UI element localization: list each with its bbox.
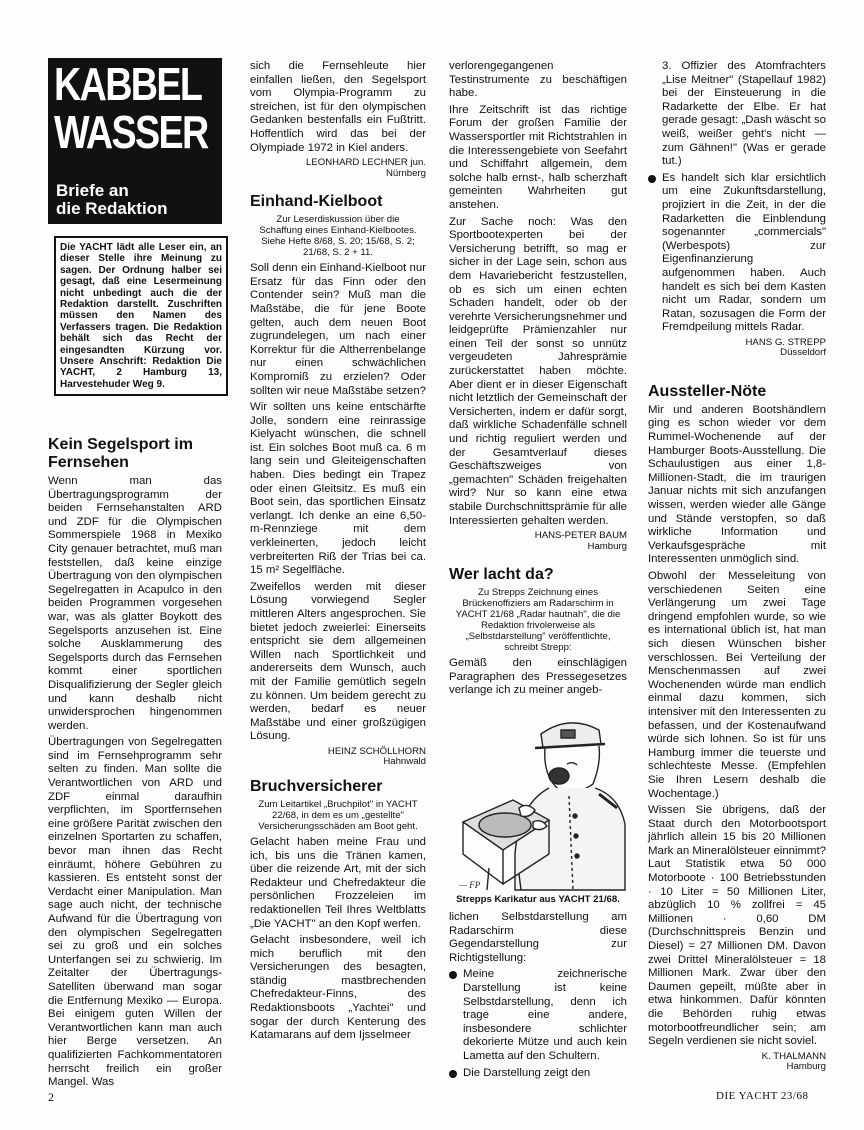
signature-place: Hamburg [587,540,627,552]
signature [250,158,426,179]
article-paragraph: Übertragungen von Segelregatten sind im Fernsehprogramm sehr selten zu finden. Man sollte die Verantwortlichen von ARD und ZDF einmal daraufhin verpflichten, im Sportfernsehen eine größere Parität zwischen den einzelnen Sportarten zu schaffen, bevor man ihnen das Recht einräumt, höhere Gebühren zu kassieren. Es entsteht sonst der Verdacht einer Manipulation. Man sage auch nicht, der technische Aufwand für die Übertragung von den olympischen Segelregatten sei zu groß und ein solches Unterfangen sei zu schwierig. Im Zeitalter der Übertragungs-Satelliten überwand man sogar die Entfernung Mexiko — Europa. Bei einigem guten Willen der Verantwortlichen kann man auch hier Berge versetzen. An qualifizierten Fachkommentatoren herrscht freilich ein großer Mangel. Was [48,736,222,1089]
article-paragraph: Gemäß den einschlägigen Paragraphen des Pressegesetzes verlange ich zu meiner angeb- [449,657,627,697]
article-paragraph: verlorengegangenen Testinstrumente zu beschäftigen habe. [449,60,627,100]
cartoon-signature: — FP [459,879,481,890]
signature [449,531,627,552]
signature [250,747,426,768]
article-lead: Zur Leserdiskussion über die Schaffung eines Einhand-Kielbootes. Siehe Hefte 8/68, S. 20; 15/68, S. 2; 21/68, S. 2 + 11. [259,214,417,259]
column-2 [250,60,426,1046]
article-lead: Zum Leitartikel „Bruchpilot" in YACHT 22/68, in dem es um „gestellte" Versicherungsschäden am Boot geht. [258,798,418,832]
masthead-subtitle-line1: Briefe an [56,181,129,200]
article-paragraph: Ihre Zeitschrift ist das richtige Forum der großen Familie der Wassersportler mit Richtstrahlen in die Interessengebiete von Seefahrt und Schiffahrt allgemein, dem solche halb ernst-, halb scherzhaft gemeinten Wahrheiten gut anstehen. [449,103,627,211]
bullet-item [449,968,627,1063]
article-heading: Wer lacht da? [449,566,554,584]
bullet-icon [449,1070,457,1078]
column-1 [48,430,222,1093]
bullet-text: Es handelt sich klar ersichtlich um eine Zukunftsdarstellung, projiziert in die Zeit, in der die Radarketten die Einblendung sogenannter „commercials" (Werbespots) zur Eigenfinanzierung aufgenommen haben. Auch handelt es sich bei dem Kasten nicht um Radar, sondern um Ratan, sozusagen die Form der Fremdpeilung mittels Radar. [662,171,826,334]
bullet-icon [449,971,457,979]
article-paragraph: Gelacht haben meine Frau und ich, bis uns die Tränen kamen, über die reizende Art, mit der sich Redakteur und Chefredakteur die persönlichen Frozzeleien im redaktionellen Teil Ihres Weltblatts „Die YACHT" an den Kopf werfen. [250,835,426,930]
column-3 [449,60,627,1083]
signature-name: HEINZ SCHÖLLHORN [327,745,426,757]
masthead-title-line1: KABBEL [54,58,202,110]
article-paragraph: Wenn man das Übertragungsprogramm der beiden Fernsehanstalten ARD und ZDF für die Olympischen Sommerspiele 1968 in Mexiko City genauer betrachtet, muß man feststellen, daß keine einzige Übertragung von den olympischen Segelregatten in Acapulco in den beiden Programmen vorgesehen war, was als glatter Boykott des Segelsports anzusehen ist. Eine solche Ausklammerung des Segelsports durch das Fernsehen kommt einer sportlichen Disqualifizierung der Segler gleich und kann deshalb nicht unwidersprochen hingenommen werden. [48,475,222,732]
masthead [48,58,222,224]
bullet-text: Meine zeichnerische Darstellung ist keine Selbstdarstellung, denn ich trage eine andere, insbesondere schlichter dekorierte Mütze und auch kein Lametta auf den Schultern. [463,968,627,1062]
article-paragraph: Obwohl der Messeleitung von verschiedenen Seiten eine Verlängerung um zwei Tage dringend empfohlen wurde, so wie es international üblich ist, hat man sich diesen Wünschen bisher verschlossen. Bei Verteilung der Menschenmassen auf zwei Wochenenden würde man endlich einmal dazu kommen, sich intensiver mit den Interessenten zu befassen, und der Kostenaufwand würde sich lohnen. So ist für uns Hamburg immer die teuerste und schlechteste Messe. (Empfehlen Sie Ihren Lesern deshalb die Wochentage.) [648,570,826,800]
signature-name: K. THALMANN [761,1050,826,1062]
article-heading: Aussteller-Nöte [648,382,767,400]
signature-name: HANS G. STREPP [745,336,826,348]
article-paragraph: Zur Sache noch: Was den Sportbootexperten bei der Versicherung betrifft, so mag er sicher in der Lage sein, schon aus dem Havariebericht festzustellen, ob es sich um einen echten Schaden handelt, oder ob der verehrte Versicherungsnehmer und leidgeprüfte Prämienzahler nur einen Teil der sonst so unnütz vergeudeten Jahresprämie zurückerstattet haben möchte. Aber dient er in dieser Eigenschaft nicht letztlich der Gemeinschaft der Versicherten, indem er dafür sorgt, daß wirkliche Schadenfälle schnell und richtig reguliert werden und der Gesamtverlauf dieses Geschäftszweiges von „gemachten" Schäden freigehalten wird? Nur so kann eine etwa stabile Durchschnittsprämie für alle Interessierten gehalten werden. [449,215,627,527]
signature-place: Hamburg [786,1061,826,1073]
bullet-item [449,1067,627,1081]
article-paragraph: Gelacht insbesondere, weil ich mich beruflich mit den Versicherungen des besagten, ständig mastbrechenden Chefredakteur-Finns, des Redaktionsboots „Yachtei" und sogar der durch Kenterung des Katamarans auf dem Ijsselmeer [250,934,426,1042]
signature [648,1052,826,1073]
bullet-item [648,172,826,335]
masthead-subtitle-line2: die Redaktion [56,199,168,218]
article-heading: Bruchversicherer [250,777,383,795]
article-paragraph: Zweifellos werden mit dieser Lösung vorwiegend Segler mittleren Alters angesprochen. Sie bietet jedoch zweierlei: Einerseits entspricht sie dem allgemeinen Willen nach Sportlichkeit und andererseits dem Wunsch, auch mit der Familie gemütlich segeln zu können. Um beidem gerecht zu werden, bedarf es neuer Maßstäbe und einer großzügigen Lösung. [250,580,426,743]
signature-name: LEONHARD LECHNER jun. [306,157,426,169]
column-4 [648,60,826,1079]
editorial-notice: Die YACHT lädt alle Leser ein, an dieser Stelle ihre Meinung zu sagen. Der Ordnung halber sei gesagt, daß eine Lesermeinung nicht unbedingt auch die der Redaktion darstellt. Zuschriften müssen den Namen des Verfassers tragen. Die Redaktion behält sich das Recht der eingesandten Kürzung vor. Unsere Anschrift: Redaktion Die YACHT, 2 Hamburg 13, Harvestehuder Weg 9. [54,236,228,396]
issue-label: DIE YACHT 23/68 [716,1090,809,1102]
article-paragraph: Wissen Sie übrigens, daß der Staat durch den Motorbootsport jährlich allein 15 bis 20 Millionen Mark an Mineralölsteuer einnimmt? Laut Statistik etwa 50 000 Motorboote · 100 Betriebsstunden · 10 Liter = 50 Millionen Liter, abzüglich 10 % zollfrei = 45 Millionen · 0,60 DM (Durchschnittspreis Benzin und Diesel) = 27 Millionen DM. Davon zwei Drittel Mineralölsteuer = 18 Millionen Mark. Zwar über den Daumen gepeilt, müßte aber in etwa hinkommen. Dafür könnten die Behörden ruhig etwas motorbootfreundlicher sein; am Segeln verdienen sie nicht soviel. [648,804,826,1048]
article-paragraph: Wir sollten uns keine entschärfte Jolle, sondern eine reinrassige Kielyacht wünschen, die schnell ist. Ein solches Boot muß ca. 6 m lang sein und Gleiteigenschaften haben. Dies bedingt ein Trapez oder einen Gleitsitz. Es muß ein Boot sein, das sportlichen Einsatz verlangt. Ich denke an eine 6,50-m-Rennziege mit dem verkleinerten, jedoch leicht verbreiterten Riß der Trias bei ca. 15 m² Segelfläche. [250,401,426,577]
signature-place: Düsseldorf [780,347,826,359]
page-number: 2 [48,1090,54,1104]
signature-name: HANS-PETER BAUM [534,530,627,542]
officer-radar-drawing [449,704,627,892]
signature-place: Hahnwald [383,756,426,768]
article-paragraph: lichen Selbstdarstellung am Radarschirm diese Gegendarstellung zur Richtigstellung: [449,910,627,964]
masthead-subtitle [56,182,167,218]
article-heading: Einhand-Kielboot [250,193,383,211]
article-lead: Zu Strepps Zeichnung eines Brückenoffiziers am Radarschirm in YACHT 21/68 „Radar hautnah", die die Redaktion frivolerweise als „Selbstdarstellung" veröffentlichte, schreibt Strepp: [455,587,621,654]
bullet-text: Die Darstellung zeigt den [463,1066,591,1079]
article-heading: Kein Segelsport im Fernsehen [48,436,193,471]
article-paragraph: Mir und anderen Bootshändlern ging es schon wieder vor dem Rummel-Wochenende auf der Hamburger Boots-Ausstellung. Die Schaulustigen aus einer 1,8-Millionen-Stadt, die im traurigen Januar nichts mit sich anzufangen wissen, werden wieder alle Gänge und Stände verstopfen, so daß wirkliche Information und Verkaufsgespräche mit Interessenten unmöglich sind. [648,403,826,566]
bullet-icon [648,175,656,183]
masthead-title-line2: WASSER [54,106,208,158]
article-paragraph: sich die Fernsehleute hier einfallen ließen, den Segelsport vom Olympia-Programm zu streichen, ist für den olympischen Gedanken bestenfalls ein Fußtritt. Hoffentlich wird das bei der Olympiade 1972 in Kiel anders. [250,60,426,154]
signature [648,338,826,359]
bullet-continuation: 3. Offizier des Atomfrachters „Lise Meitner" (Stapellauf 1982) bei der Einsteuerung in die Radarkette der Elbe. Er hat gerade gesagt: „Dash wäscht so weiß, weißer geht's nicht — zum Gähnen!" (Was er gerade tut.) [662,60,826,168]
cartoon-illustration [449,704,627,892]
article-paragraph: Soll denn ein Einhand-Kielboot nur Ersatz für das Finn oder den Contender sein? Muß man die Maßstäbe, die für jene Boote gelten, auch dem neuen Boot zugrundelegen, um nach einer Korrektur für die Altherrenbelange nur einen schwächlichen Kompromiß zu erzielen? Oder sollten wir neue Maßstäbe setzen? [250,262,427,397]
cartoon-caption: Strepps Karikatur aus YACHT 21/68. [456,893,620,905]
signature-place: Nürnberg [386,167,426,179]
